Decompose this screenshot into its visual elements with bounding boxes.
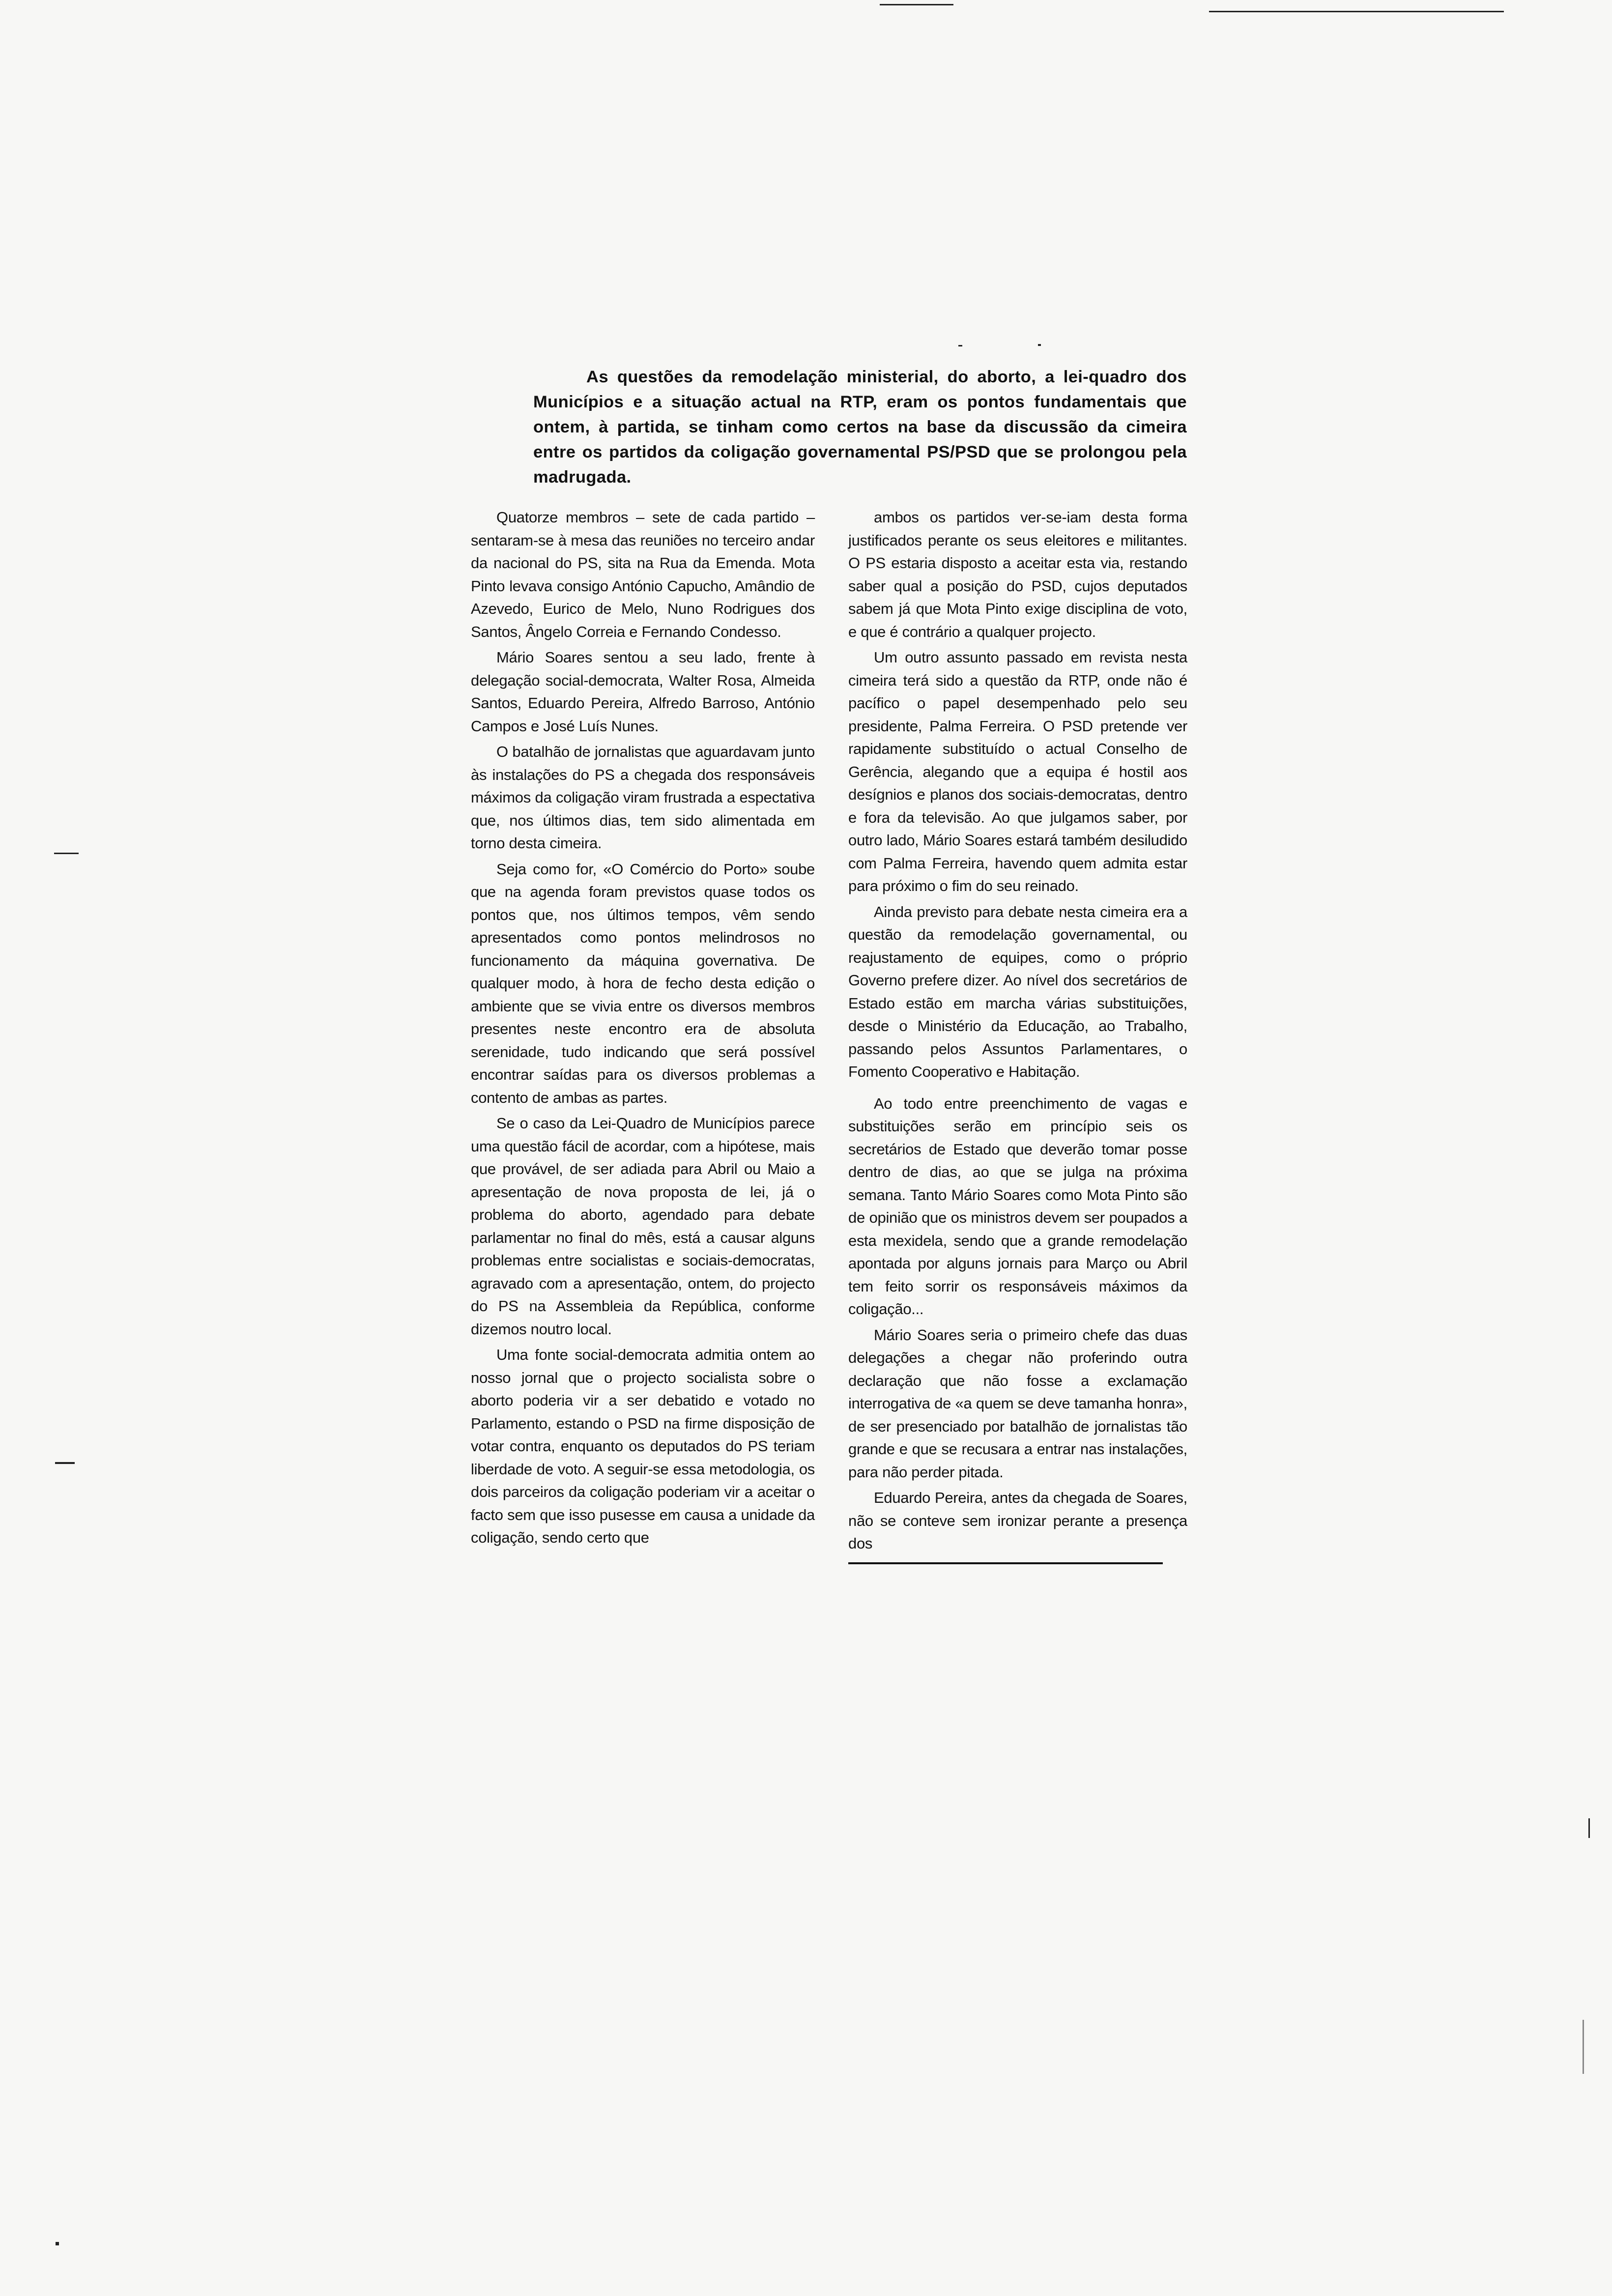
- column-end-rule: [848, 1562, 1163, 1564]
- paragraph: Ao todo entre preenchimento de vagas e substituições serão em princípio seis os secretários de Estado que deverão tomar posse dentro de dias, ao que se julga na próxima semana. Tanto Mário Soares como Mota Pinto são de opinião que os ministros devem ser poupados a esta mexidela, sendo que a grande remodelação apontada por alguns jornais para Março ou Abril tem feito sorrir os responsáveis máximos da coligação...: [848, 1094, 1187, 1318]
- article-lead: As questões da remodelação ministerial, do aborto, a lei-quadro dos Municípios e a situação actual na RTP, eram os pontos fundamentais que ontem, à partida, se tinham como certos na base da discussão da cimeira entre os partidos da coligação governamental PS/PSD que se prolongou pela madrugada.: [533, 368, 1187, 487]
- paragraph: Um outro assunto passado em revista nesta cimeira terá sido a questão da RTP, onde não é pacífico o papel desempenhado pelo seu presidente, Palma Ferreira. O PSD pretende ver rapidamente substituído o actual Conselho de Gerência, alegando que a equipa é hostil aos desígnios e planos dos sociais-democratas, dentro e fora da televisão. Ao que julgamos saber, por outro lado, Mário Soares estará também desiludido com Palma Ferreira, havendo quem admita estar para próximo o fim do seu reinado.: [848, 649, 1187, 894]
- scan-tick-right-2: [1583, 2020, 1584, 2074]
- paragraph: Quatorze membros – sete de cada partido – sentaram-se à mesa das reuniões no terceiro andar da nacional do PS, sita na Rua da Emenda. Mota Pinto levava consigo António Capucho, Amândio de Azevedo, Eurico de Melo, Nuno Rodrigues dos Santos, Ângelo Correia e Fernando Condesso.: [471, 509, 815, 640]
- scan-dash-left-2: [55, 1462, 75, 1464]
- scan-line-top-2: [1209, 11, 1504, 12]
- paragraph: Uma fonte social-democrata admitia ontem ao nosso jornal que o projecto socialista sobre o aborto poderia vir a ser debatido e votado no Parlamento, estando o PSD na firme disposição de votar contra, enquanto os deputados do PS teriam liberdade de voto. A seguir-se essa metodologia, os dois parceiros da coligação poderiam vir a aceitar o facto sem que isso pusesse em causa a unidade da coligação, sendo certo que: [471, 1346, 815, 1546]
- paragraph: Se o caso da Lei-Quadro de Municípios parece uma questão fácil de acordar, com a hipótese, mais que provável, de ser adiada para Abril ou Maio a apresentação de nova proposta de lei, já o problema do aborto, agendado para debate parlamentar no final do mês, está a causar alguns problemas entre socialistas e sociais-democratas, agravado com a apresentação, ontem, do projecto do PS na Assembleia da República, conforme dizemos noutro local.: [471, 1115, 815, 1338]
- scan-dot-top: [1038, 344, 1041, 346]
- paragraph: Eduardo Pereira, antes da chegada de Soares, não se conteve sem ironizar perante a presença dos: [848, 1489, 1187, 1552]
- article-column-left: [471, 506, 815, 1552]
- article-column-right: [848, 506, 1187, 1564]
- scan-dot-top-2: [958, 345, 962, 346]
- scan-line-top-1: [880, 4, 953, 5]
- paragraph: Ainda previsto para debate nesta cimeira era a questão da remodelação governamental, ou reajustamento de equipes, como o próprio Governo prefere dizer. Ao nível dos secretários de Estado estão em marcha várias substituições, desde o Ministério da Educação, ao Trabalho, passando pelos Assuntos Parlamentares, o Fomento Cooperativo e Habitação.: [848, 903, 1187, 1080]
- paragraph: O batalhão de jornalistas que aguardavam junto às instalações do PS a chegada dos responsáveis máximos da coligação viram frustrada a espectativa que, nos últimos dias, tem sido alimentada em torno desta cimeira.: [471, 743, 815, 852]
- paragraph: Seja como for, «O Comércio do Porto» soube que na agenda foram previstos quase todos os pontos que, nos últimos tempos, vêm sendo apresentados como pontos melindrosos no funcionamento da máquina governativa. De qualquer modo, à hora de fecho desta edição o ambiente que se vivia entre os diversos membros presentes neste encontro era de absoluta serenidade, tudo indicando que será possível encontrar saídas para os diversos problemas a contento de ambas as partes.: [471, 860, 815, 1106]
- scan-dash-left: [54, 853, 79, 854]
- paragraph: ambos os partidos ver-se-iam desta forma justificados perante os seus eleitores e militantes. O PS estaria disposto a aceitar esta via, restando saber qual a posição do PSD, cujos deputados sabem já que Mota Pinto exige disciplina de voto, e que é contrário a qualquer projecto.: [848, 509, 1187, 640]
- paragraph: Mário Soares sentou a seu lado, frente à delegação social-democrata, Walter Rosa, Almeida Santos, Eduardo Pereira, Alfredo Barroso, António Campos e José Luís Nunes.: [471, 649, 815, 735]
- scan-tick-right: [1588, 1818, 1590, 1838]
- paragraph: Mário Soares seria o primeiro chefe das duas delegações a chegar não proferindo outra declaração que não fosse a exclamação interrogativa de «a quem se deve tamanha honra», de ser presenciado por batalhão de jornalistas tão grande e que se recusara a entrar nas instalações, para não perder pitada.: [848, 1326, 1187, 1481]
- scan-dot-bottom: [56, 2242, 59, 2245]
